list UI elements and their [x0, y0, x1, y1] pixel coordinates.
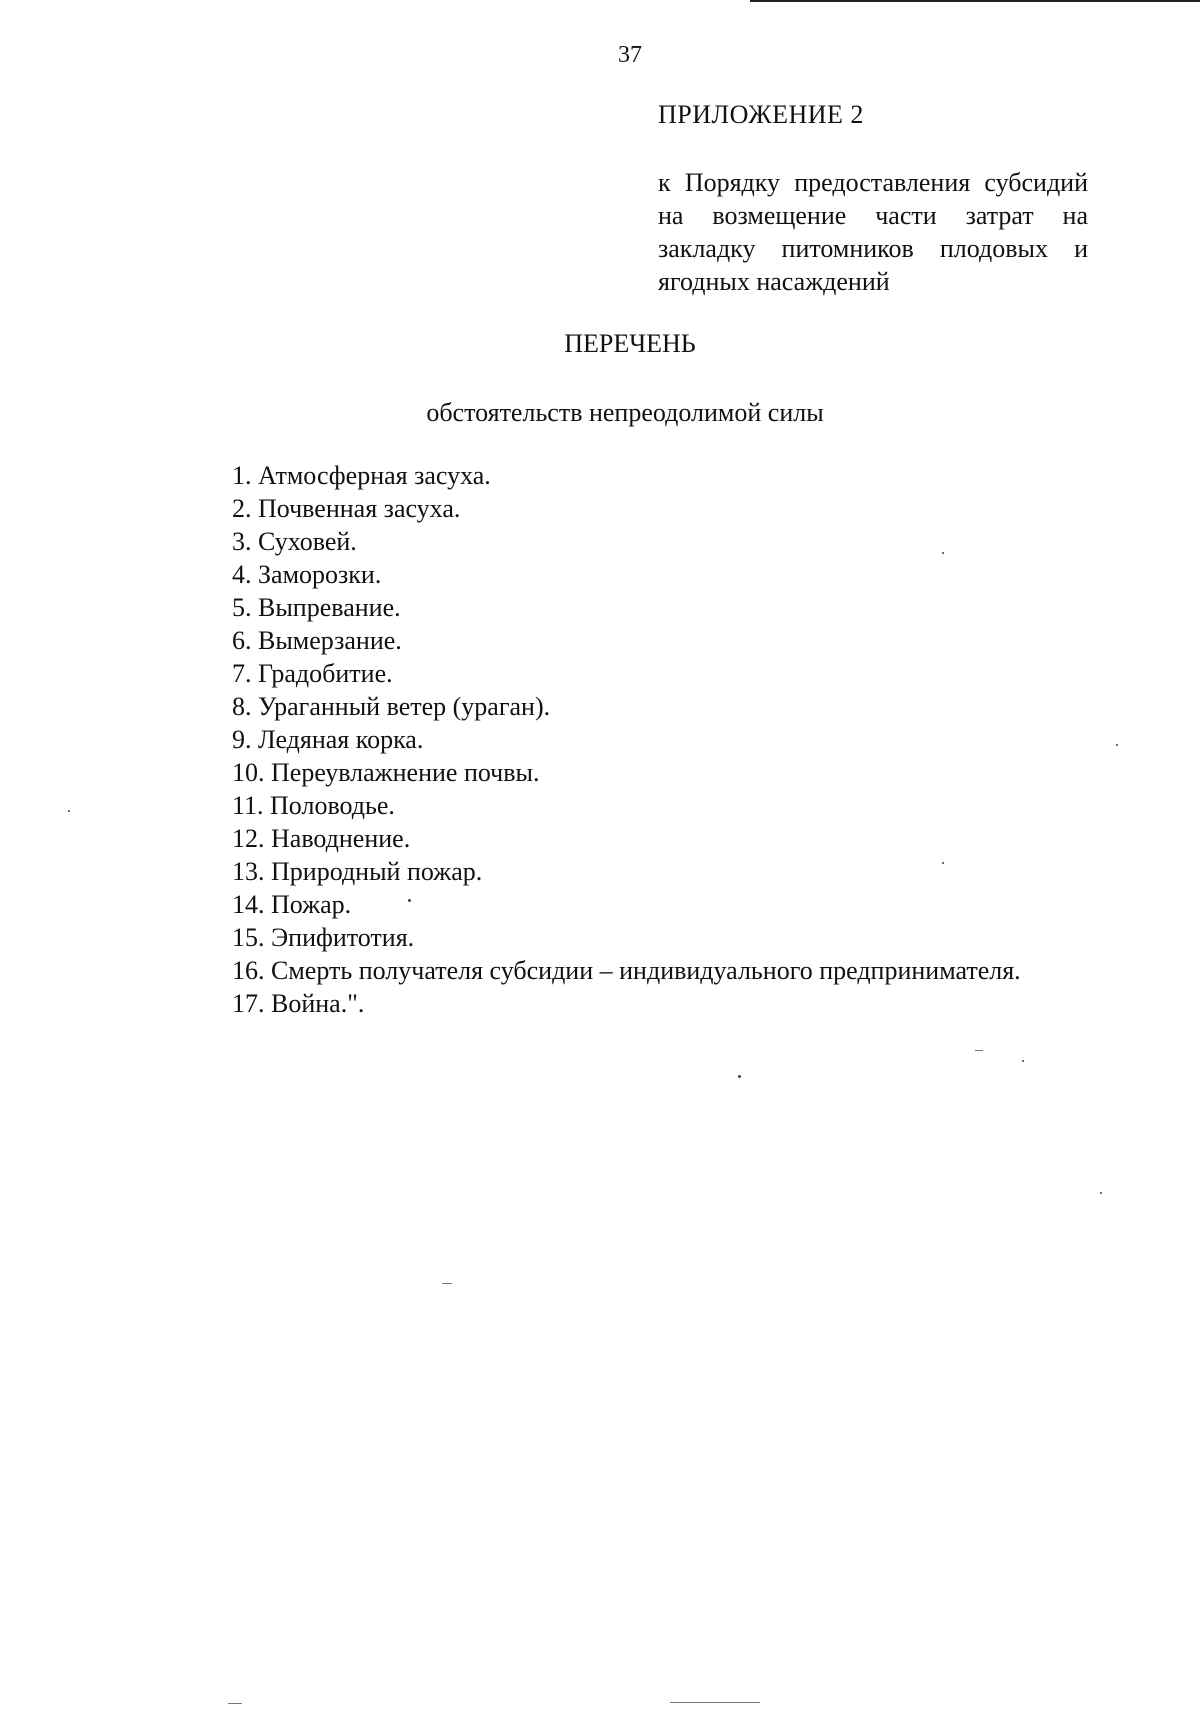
force-majeure-list — [232, 459, 1021, 1020]
list-item: 13. Природный пожар. — [232, 857, 483, 886]
list-item: 4. Заморозки. — [232, 560, 382, 589]
list-item: 17. Война.". — [232, 989, 365, 1018]
scan-speck — [942, 552, 944, 554]
list-item: 9. Ледяная корка. — [232, 725, 424, 754]
list-item: 15. Эпифитотия. — [232, 923, 415, 952]
scan-speck — [942, 862, 944, 864]
list-item: 11. Половодье. — [232, 791, 395, 820]
scan-speck — [738, 1075, 741, 1078]
scan-speck — [408, 899, 411, 902]
document-subheading: обстоятельств непреодолимой силы — [426, 398, 824, 427]
page-number: 37 — [618, 42, 642, 68]
appendix-reference: к Порядку предоставления субсидий на возмещение части затрат на закладку питомников плодовых и ягодных насаждений — [658, 168, 1088, 296]
list-item: 2. Почвенная засуха. — [232, 494, 461, 523]
top-border-line — [750, 0, 1200, 2]
list-item: 14. Пожар. — [232, 890, 352, 919]
list-item: 3. Суховей. — [232, 527, 357, 556]
scan-dash — [442, 1283, 452, 1284]
list-item: 8. Ураганный ветер (ураган). — [232, 692, 551, 721]
list-item: 12. Наводнение. — [232, 824, 411, 853]
list-item: 16. Смерть получателя субсидии – индивидуального предпринимателя. — [232, 956, 1021, 985]
scan-dash — [670, 1702, 760, 1703]
list-item: 5. Выпревание. — [232, 593, 401, 622]
scan-speck — [1116, 744, 1118, 746]
scan-dash — [975, 1050, 983, 1051]
scan-speck — [1100, 1192, 1102, 1194]
list-item: 1. Атмосферная засуха. — [232, 461, 491, 490]
scan-speck — [68, 810, 70, 812]
document-heading: ПЕРЕЧЕНЬ — [564, 329, 696, 358]
list-item: 6. Вымерзание. — [232, 626, 402, 655]
list-item: 10. Переувлажнение почвы. — [232, 758, 540, 787]
list-item: 7. Градобитие. — [232, 659, 393, 688]
scan-speck — [1022, 1060, 1024, 1062]
scan-dash — [228, 1703, 242, 1704]
appendix-title: ПРИЛОЖЕНИЕ 2 — [658, 100, 864, 129]
